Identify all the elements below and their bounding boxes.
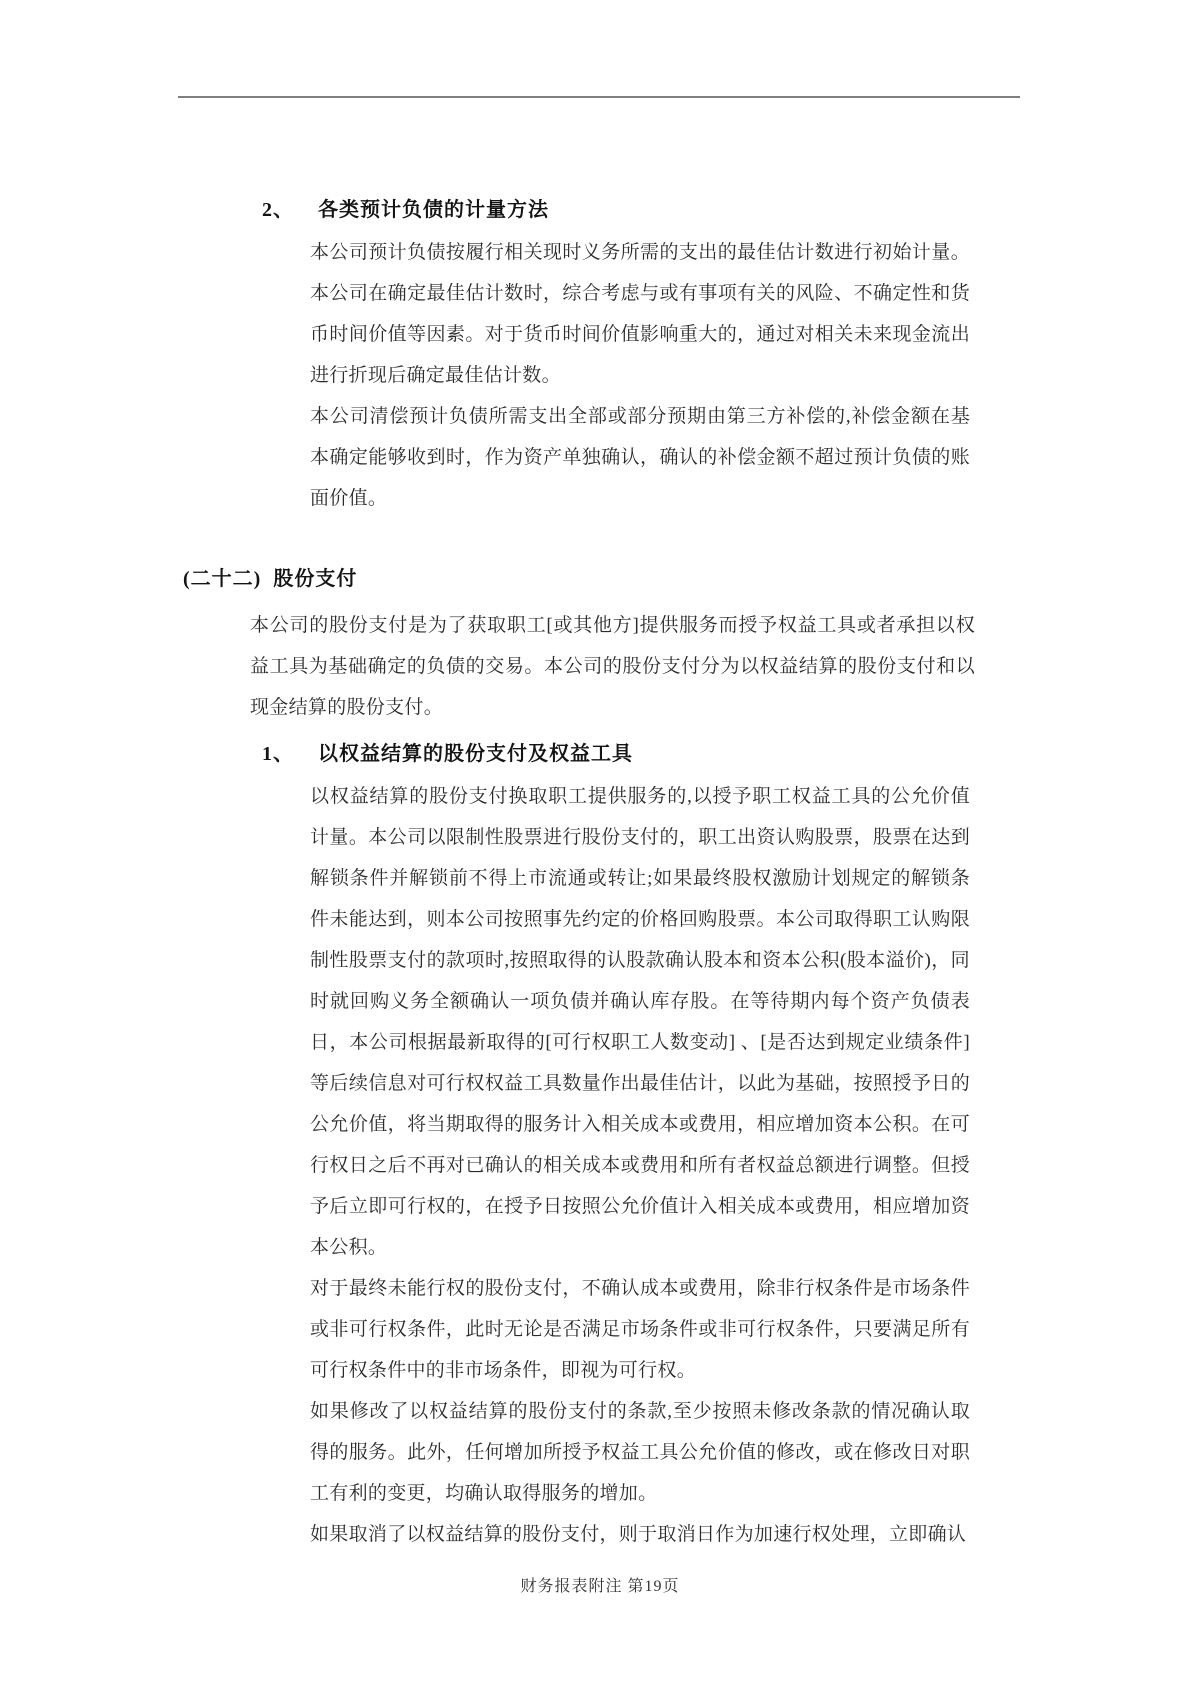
section-share-payment-title: 股份支付: [273, 568, 358, 590]
section-measurement-number: 2、: [262, 199, 294, 221]
equity-settled-paragraph-4: 如果取消了以权益结算的股份支付，则于取消日作为加速行权处理，立即确认: [310, 1524, 967, 1545]
equity-settled-paragraph-1: 以权益结算的股份支付换取职工提供服务的,以授予职工权益工具的公允价值计量。本公司以限制性股票进行股份支付的，职工出资认购股票，股票在达到解锁条件并解锁前不得上市流通或转让;如果最终股权激励计划规定的解锁条件未能达到，则本公司按照事先约定的价格回购股票。本公司取得职工认购限制性股票支付的款项时,按照取得的认股款确认股本和资本公积(股本溢价)，同时就回购义务全额确认一项负债并确认库存股。在等待期内每个资产负债表日，本公司根据最新取得的[可行权职工人数变动] 、[是否达到规定业绩条件]等后续信息对可行权权益工具数量作出最佳估计，以此为基础，按照授予日的公允价值，将当期取得的服务计入相关成本或费用，相应增加资本公积。在可行权日之后不再对已确认的相关成本或费用和所有者权益总额进行调整。但授予后立即可行权的，在授予日按照公允价值计入相关成本或费用，相应增加资本公积。: [310, 786, 970, 1258]
share-payment-intro-paragraph: 本公司的股份支付是为了获取职工[或其他方]提供服务而授予权益工具或者承担以权益工具为基础确定的负债的交易。本公司的股份支付分为以权益结算的股份支付和以现金结算的股份支付。: [250, 615, 975, 718]
page-footer-text: 财务报表附注 第19页: [520, 1578, 680, 1595]
section-share-payment-number: (二十二): [183, 568, 262, 590]
equity-settled-paragraph-3: 如果修改了以权益结算的股份支付的条款,至少按照未修改条款的情况确认取得的服务。此外，任何增加所授予权益工具公允价值的修改，或在修改日对职工有利的变更，均确认取得服务的增加。: [310, 1401, 970, 1504]
measurement-paragraph-2: 本公司清偿预计负债所需支出全部或部分预期由第三方补偿的,补偿金额在基本确定能够收到时，作为资产单独确认，确认的补偿金额不超过预计负债的账面价值。: [310, 406, 970, 509]
page-footer: [0, 1576, 1200, 1598]
measurement-paragraph-1: 本公司预计负债按履行相关现时义务所需的支出的最佳估计数进行初始计量。本公司在确定最佳估计数时，综合考虑与或有事项有关的风险、不确定性和货币时间价值等因素。对于货币时间价值影响重大的，通过对相关未来现金流出进行折现后确定最佳估计数。: [310, 242, 970, 386]
subsection-equity-settled-number: 1、: [262, 743, 294, 765]
subsection-equity-settled-heading: [262, 740, 1200, 768]
subsection-equity-settled-title: 以权益结算的股份支付及权益工具: [318, 743, 633, 765]
document-body: [0, 98, 1200, 1555]
section-measurement-heading: [262, 196, 1200, 224]
section-share-payment-heading: [183, 565, 1200, 593]
section-measurement-title: 各类预计负债的计量方法: [318, 199, 549, 221]
equity-settled-paragraph-2: 对于最终未能行权的股份支付，不确认成本或费用，除非行权条件是市场条件或非可行权条件，此时无论是否满足市场条件或非可行权条件，只要满足所有可行权条件中的非市场条件，即视为可行权。: [310, 1278, 970, 1381]
